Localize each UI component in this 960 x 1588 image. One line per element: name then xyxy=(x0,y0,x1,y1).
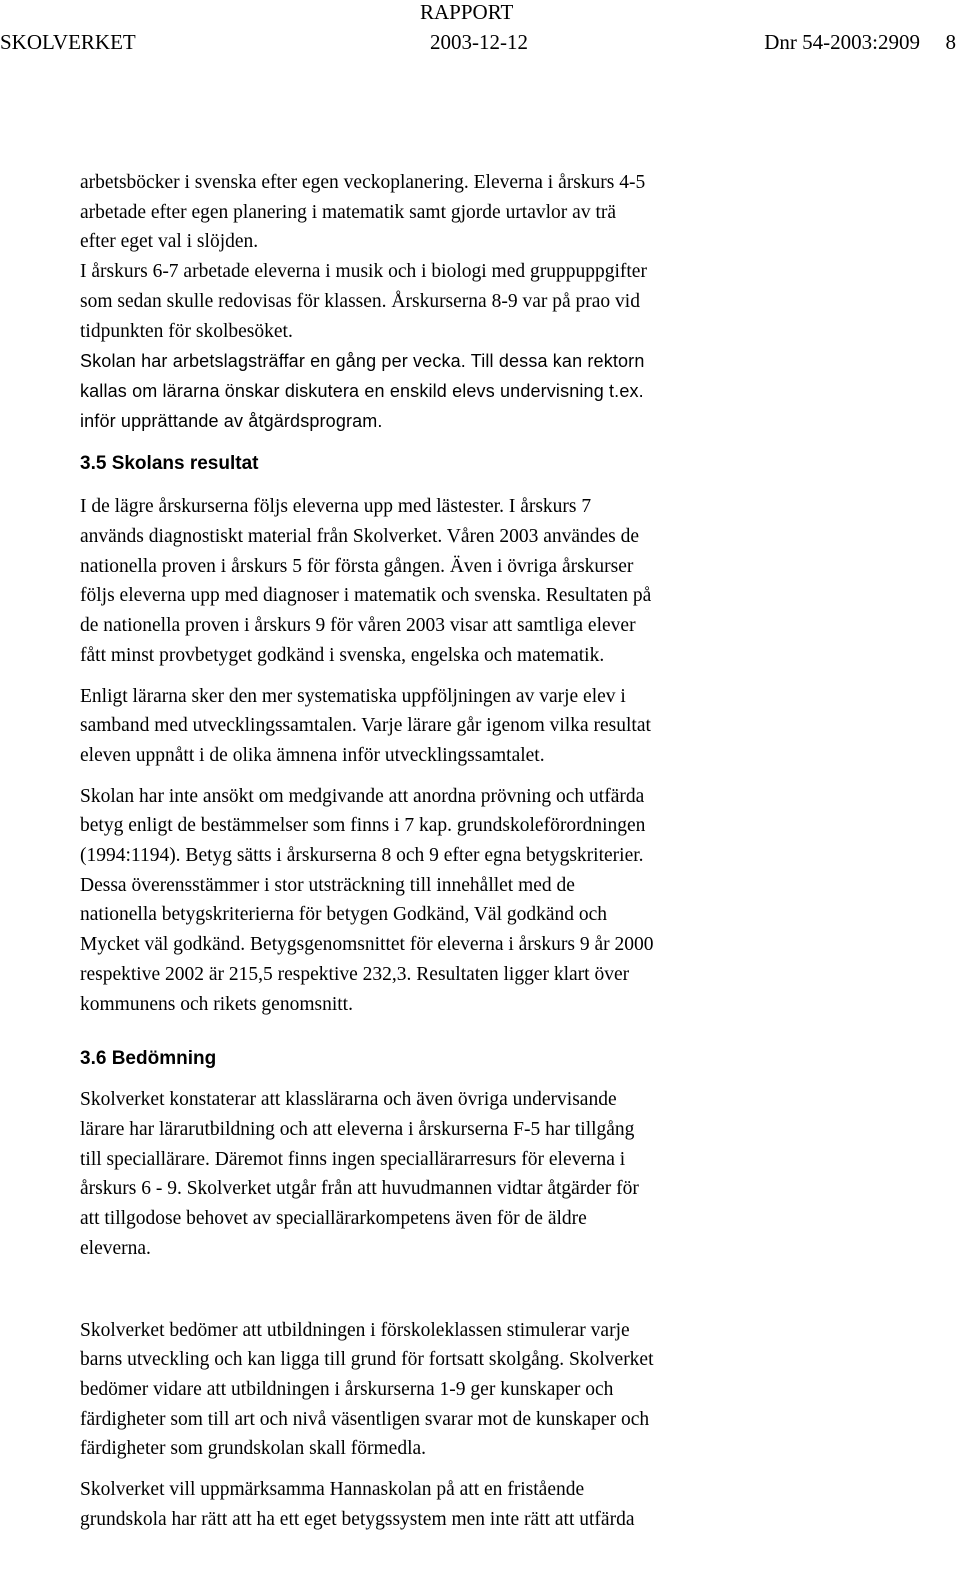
report-label: RAPPORT xyxy=(420,0,514,24)
paragraph-grading xyxy=(80,782,870,1020)
text-line: I årskurs 6-7 arbetade eleverna i musik och i biologi med gruppuppgifter xyxy=(80,261,647,283)
text-line: till speciallärare. Däremot finns ingen speciallärarresurs för eleverna i xyxy=(80,1148,626,1170)
paragraph-evaluation xyxy=(80,1316,870,1465)
text-line: Dessa överensstämmer i stor utsträckning till innehållet med de xyxy=(80,874,575,896)
document-body xyxy=(80,168,870,1534)
text-line: I de lägre årskurserna följs eleverna upp med lästester. I årskurs 7 xyxy=(80,496,592,518)
text-line: betyg enligt de bestämmelser som finns i 7 kap. grundskoleförordningen xyxy=(80,815,646,837)
text-line: fått minst provbetyget godkänd i svenska, engelska och matematik. xyxy=(80,644,605,666)
document-reference: Dnr 54-2003:2909 xyxy=(764,30,920,54)
text-line: följs eleverna upp med diagnoser i matematik och svenska. Resultaten på xyxy=(80,585,652,607)
text-line: färdigheter som grundskolan skall förmedla. xyxy=(80,1438,427,1460)
paragraph-follow-up xyxy=(80,682,870,771)
text-line: eleverna. xyxy=(80,1237,151,1259)
text-line: färdigheter som till art och nivå väsentligen svarar mot de kunskaper och xyxy=(80,1408,650,1430)
text-line: bedömer vidare att utbildningen i årskurserna 1-9 ger kunskaper och xyxy=(80,1378,614,1400)
text-line: Skolverket konstaterar att klasslärarna och även övriga undervisande xyxy=(80,1089,617,1111)
text-line: grundskola har rätt att ha ett eget betygssystem men inte rätt att utfärda xyxy=(80,1508,635,1530)
text-line: barns utveckling och kan ligga till grund för fortsatt skolgång. Skolverket xyxy=(80,1349,654,1371)
text-line: respektive 2002 är 215,5 respektive 232,3. Resultaten ligger klart över xyxy=(80,963,630,985)
text-line: tidpunkten för skolbesöket. xyxy=(80,320,293,342)
text-line: som sedan skulle redovisas för klassen. Årskurserna 8-9 var på prao vid xyxy=(80,290,640,312)
text-line: Skolan har inte ansökt om medgivande att anordna prövning och utfärda xyxy=(80,785,645,807)
text-line: Skolan har arbetslagsträffar en gång per vecka. Till dessa kan rektorn xyxy=(80,351,645,372)
text-line: Skolverket bedömer att utbildningen i förskoleklassen stimulerar varje xyxy=(80,1319,630,1341)
text-line: (1994:1194). Betyg sätts i årskurserna 8 och 9 efter egna betygskriterier. xyxy=(80,845,644,867)
text-line: Mycket väl godkänd. Betygsgenomsnittet för eleverna i årskurs 9 år 2000 xyxy=(80,934,654,956)
text-line: lärare har lärarutbildning och att eleverna i årskurserna F-5 har tillgång xyxy=(80,1118,635,1140)
organization-name: SKOLVERKET xyxy=(0,30,136,54)
text-line: inför upprättande av åtgärdsprogram. xyxy=(80,410,383,431)
paragraph-workbooks xyxy=(80,168,870,257)
paragraph-assessment xyxy=(80,1085,870,1263)
page-number: 8 xyxy=(945,30,956,54)
section-heading-3-6: 3.6 Bedömning xyxy=(80,1048,217,1070)
report-date: 2003-12-12 xyxy=(430,30,528,54)
text-line: samband med utvecklingssamtalen. Varje lärare går igenom vilka resultat xyxy=(80,715,651,737)
text-line: nationella betygskriterierna för betygen Godkänd, Väl godkänd och xyxy=(80,904,608,926)
section-heading-3-5: 3.5 Skolans resultat xyxy=(80,453,259,475)
text-line: arbetsböcker i svenska efter egen veckoplanering. Eleverna i årskurs 4-5 xyxy=(80,172,646,193)
text-line: de nationella proven i årskurs 9 för våren 2003 visar att samtliga elever xyxy=(80,615,636,637)
paragraph-results xyxy=(80,492,870,670)
text-line: kommunens och rikets genomsnitt. xyxy=(80,993,353,1015)
text-line: att tillgodose behovet av speciallärarkompetens även för de äldre xyxy=(80,1208,587,1230)
text-line: Skolverket vill uppmärksamma Hannaskolan på att en fristående xyxy=(80,1479,585,1501)
text-line: årskurs 6 - 9. Skolverket utgår från att huvudmannen vidtar åtgärder för xyxy=(80,1178,639,1200)
text-line: arbetade efter egen planering i matematik samt gjorde urtavlor av trä xyxy=(80,201,617,223)
text-line: nationella proven i årskurs 5 för första gången. Även i övriga årskurser xyxy=(80,555,634,577)
paragraph-notice xyxy=(80,1475,870,1534)
text-line: Enligt lärarna sker den mer systematiska uppföljningen av varje elev i xyxy=(80,685,626,707)
text-line: efter eget val i slöjden. xyxy=(80,231,259,253)
paragraph-team-meetings xyxy=(80,347,870,436)
text-line: används diagnostiskt material från Skolverket. Våren 2003 användes de xyxy=(80,526,640,548)
text-line: kallas om lärarna önskar diskutera en enskild elevs undervisning t.ex. xyxy=(80,380,644,401)
text-line: eleven uppnått i de olika ämnena inför utvecklingssamtalet. xyxy=(80,744,545,766)
paragraph-grade-6-7 xyxy=(80,257,870,346)
